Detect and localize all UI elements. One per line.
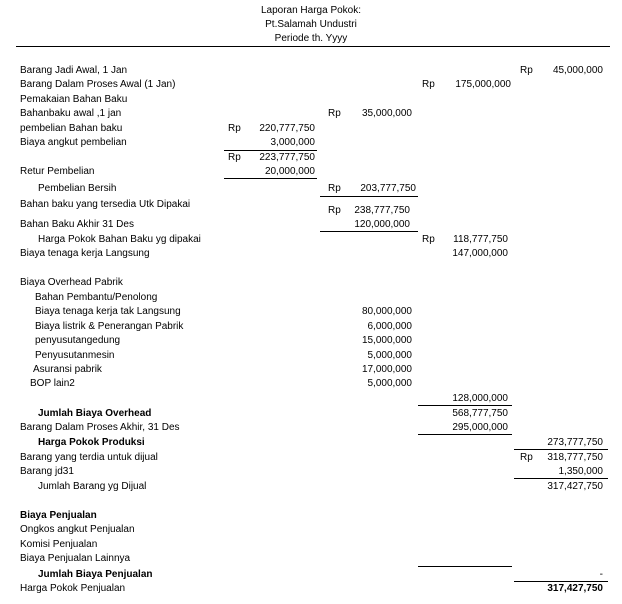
value-barang-jadi-awal: 45,000,000 [552,65,603,76]
value-pembelian-bahan-baku: 220,777,750 [259,123,315,134]
value-bahan-baku-tersedia: 238,777,750 [354,205,410,216]
row-label-listrik-penerangan: Biaya listrik & Penerangan Pabrik [35,321,184,332]
row-label-jumlah-biaya-overhead: Jumlah Biaya Overhead [38,408,152,419]
row-label-ongkos-angkut-penjualan: Ongkos angkut Penjualan [20,524,135,535]
row-label-bahan-baku-akhir: Bahan Baku Akhir 31 Des [20,219,134,230]
report-title: Laporan Harga Pokok: [260,5,362,16]
value-retur-pembelian: 20,000,000 [264,166,315,177]
underline [320,231,418,232]
row-label-tenaga-kerja-tak-langsung: Biaya tenaga kerja tak Langsung [35,306,181,317]
row-label-jumlah-biaya-penjualan: Jumlah Biaya Penjualan [38,569,153,580]
header-divider [16,46,610,47]
row-label-asuransi-pabrik: Asuransi pabrik [33,364,102,375]
currency-label: Rp [520,65,533,76]
value-bdp-akhir: 295,000,000 [452,422,508,433]
currency-label: Rp [520,452,533,463]
value-btkl: 147,000,000 [452,248,508,259]
section-biaya-penjualan: Biaya Penjualan [20,510,97,521]
value-harga-pokok-penjualan: 317,427,750 [547,583,603,594]
underline [514,581,608,582]
row-label-jumlah-barang-dijual: Jumlah Barang yg Dijual [38,481,147,492]
value-jumlah-barang-dijual: 317,427,750 [547,481,603,492]
underline [418,566,512,567]
value-subtotal-overhead: 128,000,000 [452,393,508,404]
value-jumlah-biaya-penjualan: - [599,569,603,580]
section-pemakaian-bahan-baku: Pemakaian Bahan Baku [20,94,128,105]
value-bdp-awal: 175,000,000 [455,79,511,90]
row-label-btkl: Biaya tenaga kerja Langsung [20,248,150,259]
row-label-harga-pokok-bahan-baku: Harga Pokok Bahan Baku yg dipakai [38,234,201,245]
company-name: Pt.Salamah Undustri [265,19,357,30]
underline [320,196,418,197]
underline [514,449,608,450]
row-label-penyusutan-mesin: Penyusutanmesin [35,350,115,361]
currency-label: Rp [422,79,435,90]
underline [514,478,608,479]
value-harga-pokok-bahan-baku: 118,777,750 [453,234,508,245]
value-bahan-baku-awal: 35,000,000 [361,108,412,119]
report-period: Periode th. Yyyy [274,33,348,44]
underline [224,178,317,179]
row-label-bdp-akhir: Barang Dalam Proses Akhir, 31 Des [20,422,180,433]
currency-label: Rp [328,183,341,194]
row-label-pembelian-bahan-baku: pembelian Bahan baku [20,123,123,134]
underline [418,434,512,435]
row-label-bop-lain2: BOP lain2 [30,378,75,389]
value-barang-tersedia-dijual: 318,777,750 [547,452,603,463]
value-bop-lain2: 5,000,000 [367,378,412,389]
row-label-bahan-baku-tersedia: Bahan baku yang tersedia Utk Dipakai [20,199,191,210]
value-asuransi-pabrik: 17,000,000 [361,364,412,375]
row-label-biaya-angkut-pembelian: Biaya angkut pembelian [20,137,127,148]
currency-label: Rp [422,234,435,245]
row-label-biaya-penjualan-lainnya: Biaya Penjualan Lainnya [20,553,131,564]
value-bahan-baku-akhir: 120,000,000 [354,219,410,230]
value-jumlah-biaya-overhead: 568,777,750 [452,408,508,419]
value-subtotal-pembelian: 223,777,750 [259,152,315,163]
section-biaya-overhead-pabrik: Biaya Overhead Pabrik [20,277,123,288]
value-barang-jadi-akhir: 1,350,000 [558,466,603,477]
value-pembelian-bersih: 203,777,750 [360,183,416,194]
value-penyusutan-mesin: 5,000,000 [367,350,412,361]
currency-label: Rp [228,123,241,134]
currency-label: Rp [328,205,341,216]
row-label-bdp-awal: Barang Dalam Proses Awal (1 Jan) [20,79,176,90]
currency-label: Rp [228,152,241,163]
underline [224,150,317,151]
row-label-penyusutan-gedung: penyusutangedung [35,335,121,346]
value-harga-pokok-produksi: 273,777,750 [547,437,603,448]
row-label-komisi-penjualan: Komisi Penjualan [20,539,98,550]
value-tenaga-kerja-tak-langsung: 80,000,000 [361,306,412,317]
row-label-barang-tersedia-dijual: Barang yang terdia untuk dijual [20,452,158,463]
row-label-bahan-pembantu: Bahan Pembantu/Penolong [35,292,158,303]
value-listrik-penerangan: 6,000,000 [367,321,412,332]
row-label-retur-pembelian: Retur Pembelian [20,166,95,177]
row-label-bahan-baku-awal: Bahanbaku awal ,1 jan [20,108,122,119]
row-label-harga-pokok-penjualan: Harga Pokok Penjualan [20,583,126,594]
row-label-barang-jadi-akhir: Barang jd31 [20,466,74,477]
row-label-barang-jadi-awal: Barang Jadi Awal, 1 Jan [20,65,128,76]
underline [418,405,512,406]
row-label-harga-pokok-produksi: Harga Pokok Produksi [38,437,145,448]
currency-label: Rp [328,108,341,119]
value-penyusutan-gedung: 15,000,000 [361,335,412,346]
value-biaya-angkut-pembelian: 3,000,000 [270,137,315,148]
row-label-pembelian-bersih: Pembelian Bersih [38,183,117,194]
